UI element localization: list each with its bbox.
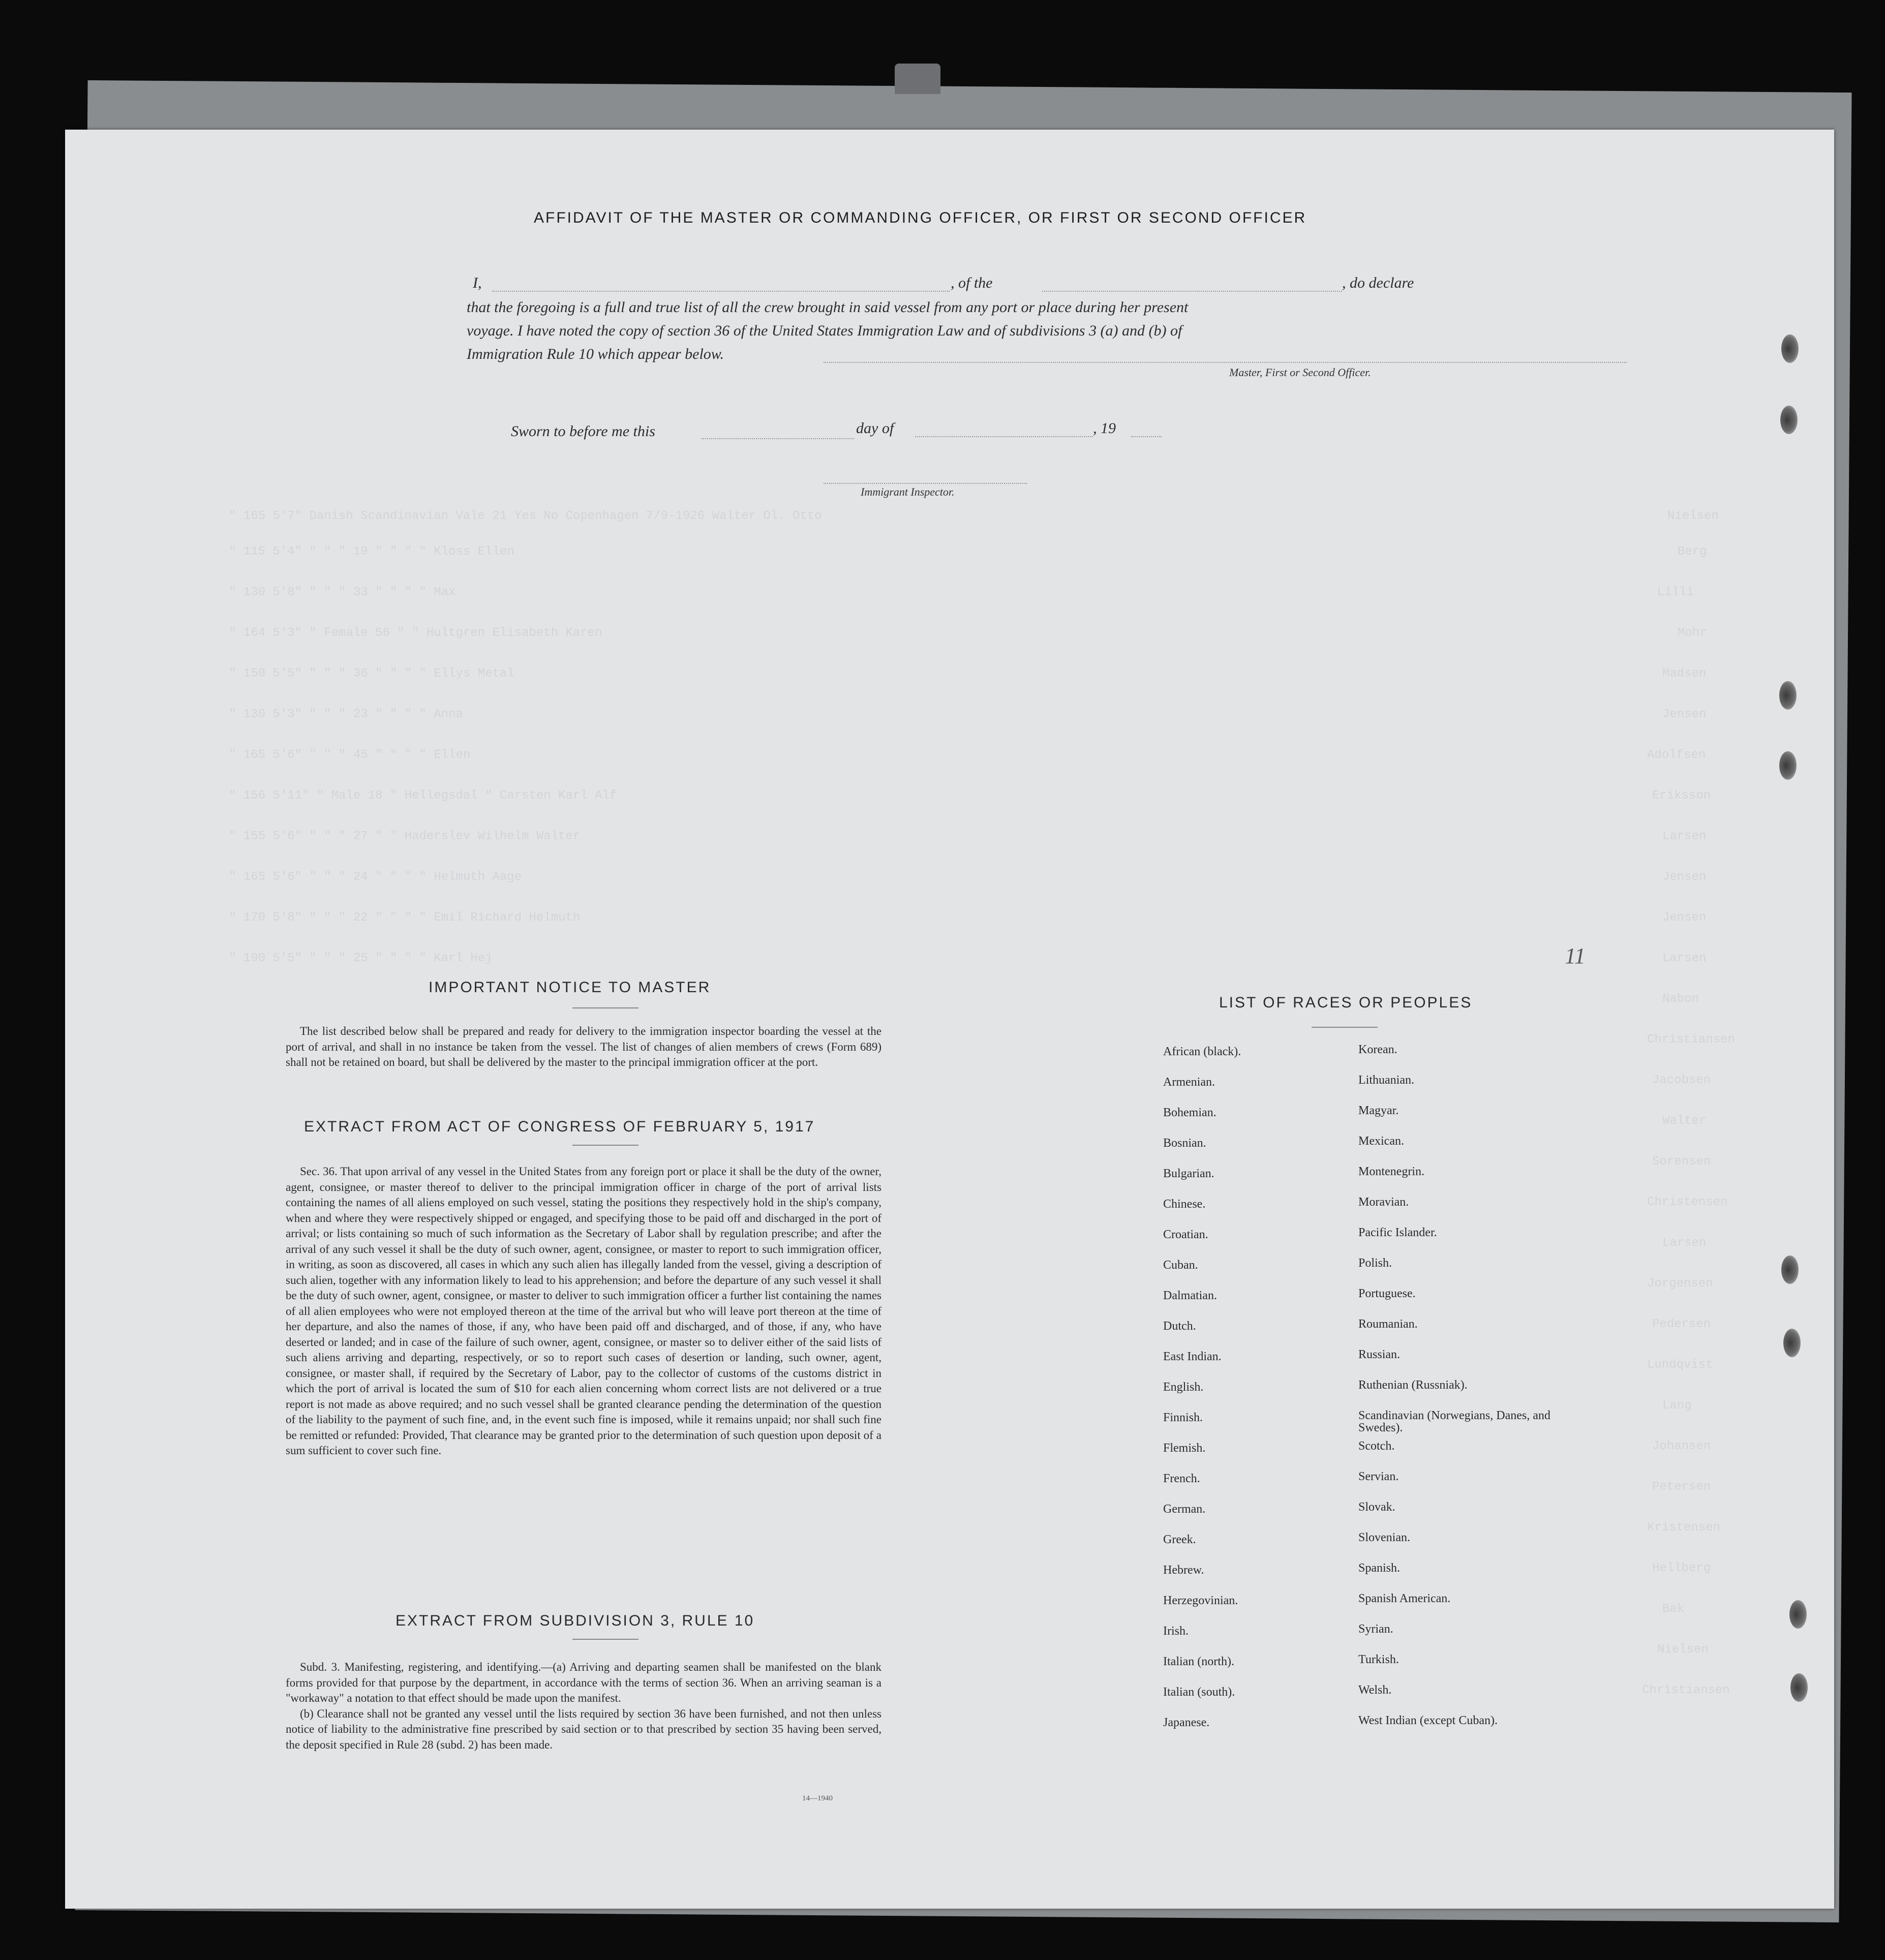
binder-clip [895, 64, 940, 94]
notice-body: The list described below shall be prepared and ready for delivery to the immigration inspector boarding the vessel at the port of arrival, and shall in no instance be taken from the vessel. The list of changes of alien members of crews (Form 689) shall not be retained on board, but shall be delivered by the master to the principal immigration officer at the port. [286, 1025, 881, 1068]
race-item: English. [1163, 1381, 1204, 1394]
race-item: Italian (south). [1163, 1686, 1235, 1699]
race-item: Spanish. [1358, 1561, 1401, 1575]
race-item: Herzegovinian. [1163, 1594, 1238, 1607]
day-of-text: day of [856, 420, 894, 437]
race-item: Bosnian. [1163, 1137, 1206, 1150]
race-item: Lithuanian. [1358, 1074, 1414, 1087]
race-item: German. [1163, 1503, 1206, 1516]
race-item: Irish. [1163, 1625, 1189, 1638]
race-item: Russian. [1358, 1348, 1401, 1361]
race-item: Flemish. [1163, 1442, 1206, 1455]
race-item: Cuban. [1163, 1259, 1198, 1272]
race-item: Japanese. [1163, 1716, 1210, 1729]
affidavit-line-3: voyage. I have noted the copy of section 36 of the United States Immigration Law and of subdivisions 3 (a) and (b) of [467, 322, 1182, 339]
race-item: Bohemian. [1163, 1106, 1217, 1119]
race-item: Slovenian. [1358, 1531, 1410, 1544]
race-item: Scotch. [1358, 1440, 1395, 1453]
race-item: Chinese. [1163, 1198, 1206, 1211]
sworn-day-blank [702, 438, 854, 439]
race-item: Magyar. [1358, 1104, 1399, 1117]
race-item: Roumanian. [1358, 1318, 1418, 1331]
race-item: Mexican. [1358, 1135, 1404, 1148]
inspector-caption: Immigrant Inspector. [861, 485, 955, 498]
affidavit-i: I, [473, 274, 482, 291]
affidavit-do-declare: , do declare [1342, 274, 1414, 291]
signature-line [824, 362, 1627, 363]
punch-hole [1781, 1255, 1799, 1284]
race-item: Servian. [1358, 1470, 1399, 1483]
race-item: Montenegrin. [1358, 1165, 1424, 1178]
race-item: Dutch. [1163, 1320, 1196, 1333]
race-item: Croatian. [1163, 1228, 1208, 1241]
race-item: Hebrew. [1163, 1564, 1204, 1577]
form-number: 14—1940 [802, 1794, 833, 1802]
race-item: Dalmatian. [1163, 1289, 1217, 1302]
affidavit-title: AFFIDAVIT OF THE MASTER OR COMMANDING OFFICER, OR FIRST OR SECOND OFFICER [534, 209, 1307, 226]
race-item: Italian (north). [1163, 1655, 1234, 1668]
affidavit-of-the: , of the [951, 274, 993, 291]
signature-caption: Master, First or Second Officer. [1229, 366, 1371, 379]
rule-body [286, 1660, 881, 1753]
punch-hole [1789, 1600, 1807, 1629]
race-item: Moravian. [1358, 1196, 1409, 1209]
races-heading: LIST OF RACES OR PEOPLES [1219, 994, 1473, 1011]
inspector-signature-line [824, 483, 1027, 484]
year-text: , 19 [1093, 420, 1116, 437]
race-item: Welsh. [1358, 1683, 1392, 1697]
master-name-blank [492, 291, 950, 292]
race-item: Finnish. [1163, 1411, 1203, 1424]
race-item: Slovak. [1358, 1500, 1395, 1514]
punch-hole [1781, 334, 1799, 363]
rule-paragraph-b: (b) Clearance shall not be granted any vessel until the lists required by section 36 have been furnished, and not then unless notice of liability to the administrative fine prescribed by said section or to that prescribed by section 35 having been served, the deposit specified in Rule 28 (subd. 2) has been made. [286, 1707, 881, 1751]
races-left-column [1163, 1046, 1346, 1747]
act-heading-rule [572, 1145, 639, 1146]
handwritten-mark: 11 [1565, 943, 1586, 968]
act-body: Sec. 36. That upon arrival of any vessel in the United States from any foreign port or place it shall be the duty of the owner, agent, consignee, or master thereof to deliver to the principal immigration officer in charge of the port of arrival lists containing the names of all aliens employed on such vessel, stating the positions they respectively hold in the ship's company, when and where they were respectively shipped or engaged, and specifying those to be paid off and discharged in the port of arrival; or lists containing so much of such information as the Secretary of Labor shall by regulation prescribe; and after the arrival of any such vessel it shall be the duty of such owner, agent, consignee, or master to report to such immigration officer, in writing, as soon as discovered, all cases in which any such alien has illegally landed from the vessel, giving a description of such alien, together with any information likely to lead to his apprehension; and before the departure of any such vessel it shall be the duty of such owner, agent, consignee, or master to deliver to such immigration officer a further list containing the names of all alien employees who were not employed thereon at the time of the arrival but who will leave port thereon at the time of her departure, and also the names of those, if any, who have been paid off and discharged, and of those, if any, who have deserted or landed; and in case of the failure of such owner, agent, consignee, or master so to deliver either of the said lists of such aliens arriving and departing, respectively, or so to report such cases of desertion or landing, such owner, agent, consignee, or master shall, if required by the Secretary of Labor, pay to the collector of customs of the customs district in which the port of arrival is located the sum of $10 for each alien concerning whom correct lists are not delivered or a true report is not made as above required; and no such vessel shall be granted clearance pending the determination of the question of the liability to the payment of such fine, and, in the event such fine is imposed, while it remains unpaid; nor shall such fine be remitted or refunded: Provided, That clearance may be granted prior to the determination of such question upon deposit of a sum sufficient to cover such fine. [286, 1165, 881, 1457]
sworn-month-blank [915, 436, 1093, 437]
race-item: East Indian. [1163, 1350, 1222, 1363]
race-item: Spanish American. [1358, 1592, 1451, 1605]
vessel-name-blank [1042, 291, 1342, 292]
rule-heading: EXTRACT FROM SUBDIVISION 3, RULE 10 [396, 1612, 755, 1629]
races-heading-rule [1312, 1027, 1378, 1028]
race-item: Scandinavian (Norwegians, Danes, and Swedes). [1358, 1409, 1550, 1434]
race-item: Portuguese. [1358, 1287, 1416, 1300]
race-item: African (black). [1163, 1045, 1241, 1058]
sworn-year-blank [1131, 436, 1162, 437]
race-item: West Indian (except Cuban). [1358, 1714, 1498, 1727]
notice-heading-rule [572, 1007, 639, 1008]
punch-hole [1779, 751, 1797, 780]
race-item: Armenian. [1163, 1076, 1215, 1089]
race-item: Polish. [1358, 1257, 1392, 1270]
punch-hole [1790, 1673, 1808, 1702]
rule-paragraph-a: Subd. 3. Manifesting, registering, and identifying.—(a) Arriving and departing seamen shall be manifested on the blank forms provided for that purpose by the department, in accordance with the terms of section 36. When an arriving seaman is a "workaway" a notation to that effect should be made upon the manifest. [286, 1661, 881, 1704]
sworn-text: Sworn to before me this [511, 423, 655, 440]
affidavit-line-4: Immigration Rule 10 which appear below. [467, 346, 724, 362]
race-item: Turkish. [1358, 1653, 1399, 1666]
act-heading: EXTRACT FROM ACT OF CONGRESS OF FEBRUARY 5, 1917 [304, 1118, 815, 1135]
notice-heading: IMPORTANT NOTICE TO MASTER [429, 979, 711, 996]
punch-hole [1780, 406, 1798, 434]
race-item: Greek. [1163, 1533, 1196, 1546]
race-item: Korean. [1358, 1043, 1397, 1056]
races-right-column [1358, 1044, 1582, 1745]
race-item: Ruthenian (Russniak). [1358, 1379, 1468, 1392]
race-item: French. [1163, 1472, 1200, 1485]
race-item: Pacific Islander. [1358, 1226, 1437, 1239]
race-item: Bulgarian. [1163, 1167, 1214, 1180]
rule-heading-rule [572, 1639, 639, 1640]
punch-hole [1779, 681, 1797, 710]
race-item: Syrian. [1358, 1622, 1393, 1636]
punch-hole [1783, 1329, 1801, 1357]
affidavit-line-2: that the foregoing is a full and true list of all the crew brought in said vessel from any port or place during her present [467, 299, 1189, 316]
